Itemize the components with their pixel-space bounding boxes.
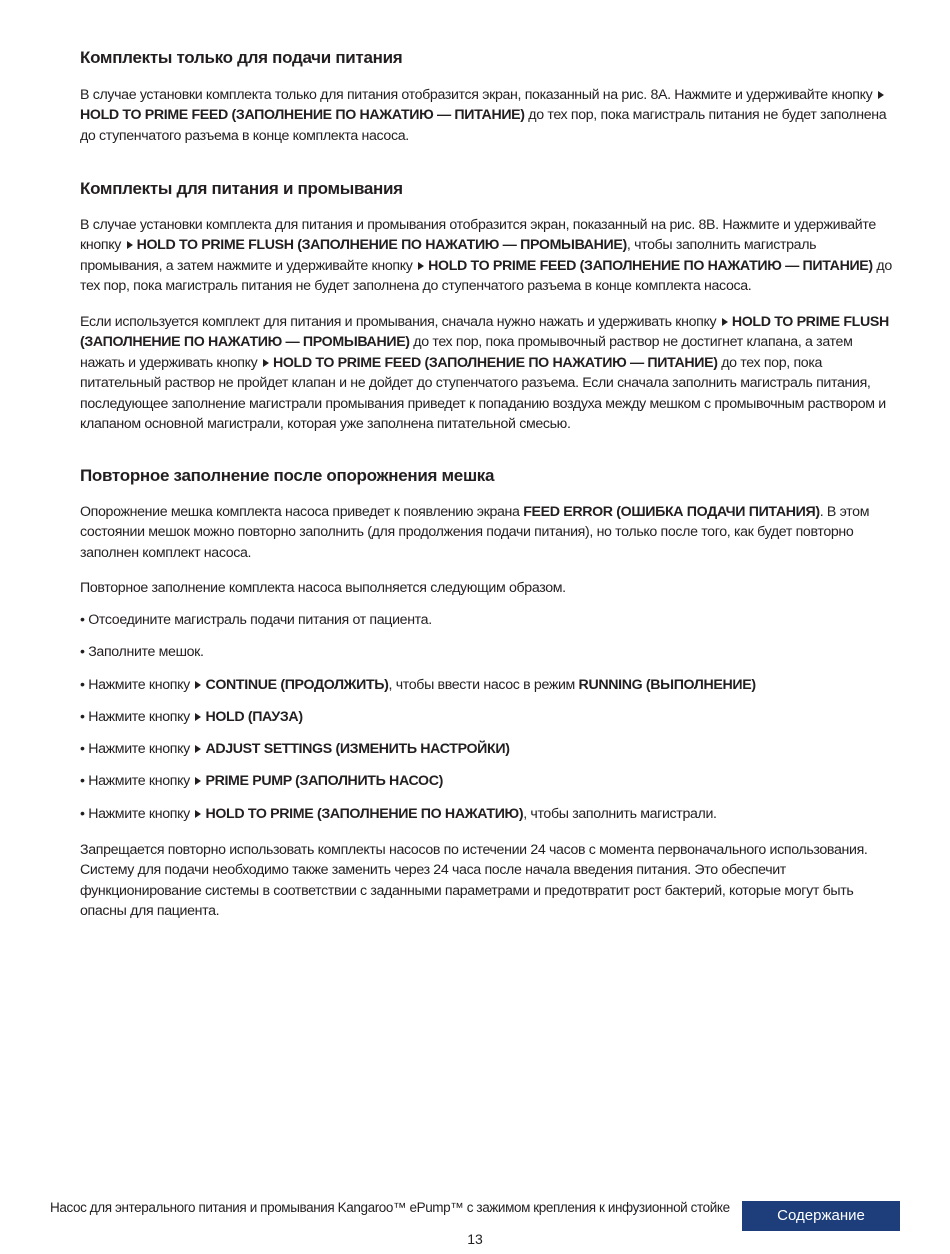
text-run: • Нажмите кнопку bbox=[80, 806, 194, 822]
arrow-right-icon bbox=[195, 681, 201, 689]
arrow-right-icon bbox=[127, 241, 133, 249]
text-run: , чтобы ввести насос в режим bbox=[388, 677, 579, 693]
button-label: RUNNING (ВЫПОЛНЕНИЕ) bbox=[578, 677, 756, 693]
arrow-right-icon bbox=[195, 810, 201, 818]
button-label: ADJUST SETTINGS (ИЗМЕНИТЬ НАСТРОЙКИ) bbox=[205, 741, 510, 757]
button-label: CONTINUE (ПРОДОЛЖИТЬ) bbox=[205, 677, 389, 693]
list-item bbox=[80, 739, 895, 759]
text-run: до тех пор, пока магистраль питания не будет заполнена до ступенчатого разъема в конце комплекта насоса. bbox=[80, 107, 887, 144]
table-of-contents-button[interactable]: Содержание bbox=[742, 1201, 900, 1231]
section-heading-feed-flush: Комплекты для питания и промывания bbox=[80, 179, 403, 198]
page-number: 13 bbox=[467, 1231, 483, 1247]
text-run: В случае установки комплекта только для питания отобразится экран, показанный на рис. 8А. Нажмите и удерживайте кнопку bbox=[80, 87, 876, 103]
footer-document-title: Насос для энтерального питания и промывания Kangaroo™ ePump™ с зажимом крепления к инфузионной стойке bbox=[50, 1200, 730, 1215]
text-run: . В этом состоянии мешок можно повторно заполнить (для продолжения подачи питания), но только после того, как будет повторно заполнен комплект насоса. bbox=[80, 504, 870, 561]
list-item bbox=[80, 707, 895, 727]
paragraph-feed-flush-2 bbox=[80, 312, 895, 434]
button-label: HOLD TO PRIME FEED (ЗАПОЛНЕНИЕ ПО НАЖАТИЮ — ПИТАНИЕ) bbox=[428, 257, 873, 274]
text-run: • Нажмите кнопку bbox=[80, 709, 194, 725]
list-item bbox=[80, 804, 895, 824]
paragraph-refill-procedure bbox=[80, 578, 895, 598]
list-item bbox=[80, 771, 895, 791]
paragraph-feed-flush-1 bbox=[80, 215, 895, 297]
arrow-right-icon bbox=[263, 359, 269, 367]
text-run: до тех пор, пока магистраль питания не будет заполнена до ступенчатого разъема в конце комплекта насоса. bbox=[80, 257, 892, 295]
arrow-right-icon bbox=[878, 91, 884, 99]
button-label: HOLD TO PRIME FLUSH (ЗАПОЛНЕНИЕ ПО НАЖАТИЮ — ПРОМЫВАНИЕ) bbox=[80, 314, 889, 351]
text-run: , чтобы заполнить магистрали. bbox=[523, 806, 717, 822]
text-run: до тех пор, пока промывочный раствор не достигнет клапана, а затем нажать и удерживать кнопку bbox=[80, 334, 853, 371]
button-label: PRIME PUMP (ЗАПОЛНИТЬ НАСОС) bbox=[205, 773, 443, 789]
text-run: • Нажмите кнопку bbox=[80, 677, 194, 693]
text-run: Запрещается повторно использовать комплекты насосов по истечении 24 часов с момента первоначального использования. Систему для подачи необходимо также заменить через 24 часа после начала введения питания. Это обеспечит функционирование системы в соответствии с заданными параметрами и предотвратит рост бактерий, которые могут быть опасны для пациента. bbox=[80, 842, 868, 920]
text-run: • Нажмите кнопку bbox=[80, 773, 194, 789]
list-item bbox=[80, 675, 895, 695]
paragraph-reuse-warning bbox=[80, 840, 895, 922]
list-item bbox=[80, 642, 895, 662]
button-label: HOLD (ПАУЗА) bbox=[205, 709, 303, 725]
text-run: • Отсоедините магистраль подачи питания от пациента. bbox=[80, 612, 432, 628]
section-heading-refill: Повторное заполнение после опорожнения мешка bbox=[80, 466, 495, 485]
button-label: HOLD TO PRIME FLUSH (ЗАПОЛНЕНИЕ ПО НАЖАТИЮ — ПРОМЫВАНИЕ) bbox=[136, 237, 627, 254]
arrow-right-icon bbox=[195, 713, 201, 721]
text-run: Повторное заполнение комплекта насоса выполняется следующим образом. bbox=[80, 580, 566, 596]
button-label: HOLD TO PRIME FEED (ЗАПОЛНЕНИЕ ПО НАЖАТИЮ — ПИТАНИЕ) bbox=[80, 107, 525, 124]
paragraph-refill-intro bbox=[80, 502, 895, 563]
list-item bbox=[80, 610, 895, 630]
arrow-right-icon bbox=[418, 262, 424, 270]
text-run: Если используется комплект для питания и промывания, сначала нужно нажать и удерживать кнопку bbox=[80, 314, 720, 330]
text-run: В случае установки комплекта для питания и промывания отобразится экран, показанный на рис. 8B. Нажмите и удерживайте кнопку bbox=[80, 217, 876, 254]
text-run: Опорожнение мешка комплекта насоса приведет к появлению экрана bbox=[80, 504, 524, 520]
button-label: FEED ERROR (ОШИБКА ПОДАЧИ ПИТАНИЯ) bbox=[523, 504, 820, 520]
arrow-right-icon bbox=[195, 777, 201, 785]
arrow-right-icon bbox=[195, 745, 201, 753]
arrow-right-icon bbox=[722, 318, 728, 326]
button-label: HOLD TO PRIME FEED (ЗАПОЛНЕНИЕ ПО НАЖАТИЮ — ПИТАНИЕ) bbox=[272, 354, 718, 371]
text-run: , чтобы заполнить магистраль промывания, а затем нажмите и удерживайте кнопку bbox=[80, 237, 817, 274]
text-run: • Нажмите кнопку bbox=[80, 741, 194, 757]
section-heading-feed-only: Комплекты только для подачи питания bbox=[80, 48, 403, 67]
text-run: • Заполните мешок. bbox=[80, 644, 204, 660]
button-label: HOLD TO PRIME (ЗАПОЛНЕНИЕ ПО НАЖАТИЮ) bbox=[205, 806, 524, 822]
text-run: до тех пор, пока питательный раствор не пройдет клапан и не дойдет до ступенчатого разъема. Если сначала заполнить магистраль питания, последующее заполнение магистрали промывания приведет к попаданию воздуха между мешком с промывочным раствором и клапаном основной магистрали, которая уже заполнена питательной смесью. bbox=[80, 354, 886, 433]
paragraph-feed-only bbox=[80, 85, 895, 146]
